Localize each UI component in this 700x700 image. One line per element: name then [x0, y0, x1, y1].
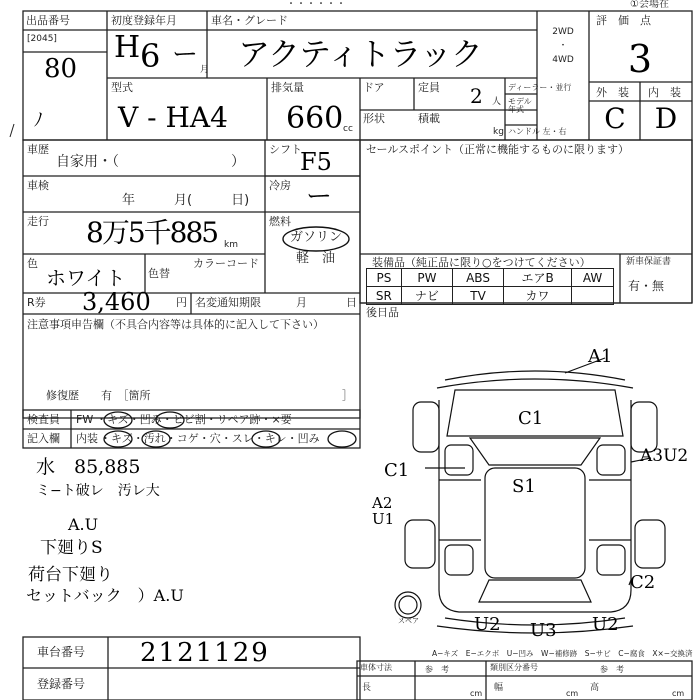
length-label: 車体寸法: [360, 663, 392, 672]
color-label: 色: [27, 257, 38, 270]
note-line-6: セットバック ）A.U: [26, 586, 184, 605]
exterior-label: 外 装: [596, 86, 629, 99]
reg-era: H: [114, 30, 141, 65]
lot-prefix: [2045]: [27, 34, 57, 44]
notes-label: 注意事項申告欄（不具合内容等は具体的に記入して下さい）: [27, 318, 324, 331]
note-line-1: 水 85,885: [36, 456, 141, 478]
category-label: 類別区分番号: [490, 663, 538, 672]
equip-tv: TV: [453, 287, 504, 305]
equip-navi: ナビ: [401, 287, 452, 305]
ac-label: 冷房: [269, 179, 291, 192]
km-unit: km: [224, 240, 238, 250]
interior-grade: D: [654, 102, 678, 135]
note-line-4: 下廻りS: [40, 538, 103, 558]
door-label: ドア: [363, 81, 385, 94]
fw-label: FW: [76, 413, 94, 426]
model-label: 型式: [111, 81, 133, 94]
equipment-table: [366, 268, 614, 305]
fw-items: ・キズ・凹み・ヒビ割・リペア跡・×要: [96, 413, 292, 426]
inspection-label: 車検: [27, 179, 49, 192]
corner-note: ①会場在: [630, 0, 669, 10]
load-label: 積載: [418, 112, 440, 125]
mark-c2: C2: [630, 572, 656, 593]
kg-unit: kg: [493, 127, 504, 137]
spare-label: スペア: [398, 617, 419, 625]
reference-label-2: 参 考: [600, 665, 624, 674]
note-line-2: ミ−ト破レ 汚レ大: [36, 483, 160, 499]
cm-unit-1: cm: [470, 689, 483, 698]
fuel-circle-mark: [280, 224, 352, 254]
chassis-label: 車台番号: [37, 645, 86, 659]
drive-2wd: 2WD: [552, 27, 574, 37]
inspection-value: 年 月( 日): [122, 193, 250, 208]
mark-a1: A1: [588, 346, 613, 367]
capacity-label: 定員: [418, 81, 440, 94]
record-label: 記入欄: [27, 432, 60, 445]
mark-c1-front: C1: [518, 408, 544, 429]
equip-ps: PS: [367, 269, 402, 287]
month-suffix: 月: [200, 65, 210, 75]
top-strip-note: ・・・・・・: [286, 0, 346, 10]
high-label: 高: [590, 683, 600, 693]
fuel-gasoline: ガソリン: [290, 230, 343, 245]
shape-label: 形状: [363, 112, 385, 125]
mark-u3: U3: [530, 620, 557, 641]
aftermarket-label: 後日品: [366, 306, 399, 319]
inspector-circle-marks: [96, 410, 360, 448]
note-line-3: A.U: [68, 515, 99, 534]
dealer-label: ディーラー・並行: [508, 83, 572, 92]
exterior-grade: C: [604, 102, 626, 135]
overall-grade: 3: [627, 37, 653, 81]
mark-u2-left: U2: [474, 614, 501, 635]
equip-leather: カワ: [504, 287, 572, 305]
grade-label: 評 価 点: [596, 14, 651, 27]
usage-label: 車歴: [27, 143, 49, 156]
equip-label: 装備品（純正品に限り○をつけてください）: [372, 256, 591, 269]
equip-abs: ABS: [453, 269, 504, 287]
mark-s1: S1: [512, 476, 536, 497]
equip-sr: SR: [367, 287, 402, 305]
cc-unit: cc: [343, 124, 353, 134]
drive-dot: ・: [558, 41, 568, 51]
mark-a3u2: A3U2: [640, 446, 689, 466]
displacement-label: 排気量: [271, 81, 304, 94]
equip-empty: [572, 287, 614, 305]
color-code-label: カラーコード: [193, 257, 259, 270]
lot-number: 80: [44, 54, 78, 84]
mileage-label: 走行: [27, 215, 49, 228]
equip-airbag: エアB: [504, 269, 572, 287]
repair-history: 修復歴 有 ［箇所: [46, 389, 151, 402]
model-year-label: モデル 年式: [508, 97, 532, 115]
displacement: 660: [286, 101, 344, 136]
fuel-label: 燃料: [269, 215, 291, 228]
recycle-label: R券: [27, 296, 46, 309]
left-mark: ﾉ: [34, 110, 43, 131]
usage-value: 自家用・（ ）: [56, 154, 245, 170]
equip-aw: AW: [572, 269, 614, 287]
fuel-diesel: 軽 油: [296, 251, 336, 266]
mileage-value: 8万5千885: [86, 216, 218, 249]
yen-unit: 円: [176, 296, 187, 309]
cm-unit-2: cm: [566, 689, 579, 698]
shift-label: シフト: [269, 143, 302, 156]
car-name-label: 車名・グレード: [211, 14, 288, 27]
mark-u2-right: U2: [592, 614, 619, 635]
recycle-deadline-label: 名変通知期限: [195, 296, 261, 309]
note-line-5: 荷台下廻り: [28, 565, 113, 585]
car-damage-diagram: [385, 340, 690, 660]
registration-label: 登録番号: [37, 677, 86, 691]
repair-close: ］: [342, 389, 353, 402]
warranty-label: 新車保証書: [626, 257, 672, 267]
sales-point-label: セールスポイント（正常に機能するものに限ります）: [366, 143, 630, 156]
interior-items: ・キズ・汚れ・コゲ・穴・スレ・キレ・凹み: [100, 432, 320, 445]
handle-label: ハンドル 左・右: [508, 127, 567, 136]
equip-pw: PW: [401, 269, 452, 287]
chassis-number: 2121129: [140, 638, 270, 668]
lot-no-label: 出品番号: [26, 14, 70, 27]
model-code: V - HA4: [118, 101, 228, 134]
car-name: アクティトラック: [238, 35, 482, 73]
interior-row-label: 内装: [76, 432, 98, 445]
first-reg-label: 初度登録年月: [111, 14, 177, 27]
damage-legend: A−キズ E−エクボ U−凹み W−補修跡 S−サビ C−腐食 X×−交換済: [432, 649, 693, 658]
reg-month: ー: [172, 40, 199, 70]
ac-value: ー: [306, 182, 333, 212]
reference-label-1: 参 考: [425, 665, 449, 674]
inspector-label: 検査員: [27, 413, 60, 426]
reg-year: 6: [140, 37, 161, 75]
long-label: 長: [362, 683, 372, 693]
warranty-value: 有・無: [628, 279, 665, 293]
wide-label: 幅: [494, 683, 504, 693]
deadline-month: 月: [296, 296, 307, 309]
mark-a2-u1: A2 U1: [372, 494, 395, 528]
cm-unit-3: cm: [672, 689, 685, 698]
interior-label: 内 装: [648, 86, 681, 99]
color-change-label: 色替: [148, 267, 170, 280]
mark-c1-left: C1: [384, 460, 410, 481]
shift-value: F5: [300, 148, 332, 176]
mark-c1-right: [648, 440, 649, 441]
person-unit: 人: [492, 97, 502, 107]
deadline-day: 日: [346, 296, 357, 309]
recycle-value: 3,460: [82, 288, 151, 316]
capacity: 2: [470, 84, 483, 108]
drive-4wd: 4WD: [552, 55, 574, 65]
color-value: ホワイト: [46, 266, 126, 290]
